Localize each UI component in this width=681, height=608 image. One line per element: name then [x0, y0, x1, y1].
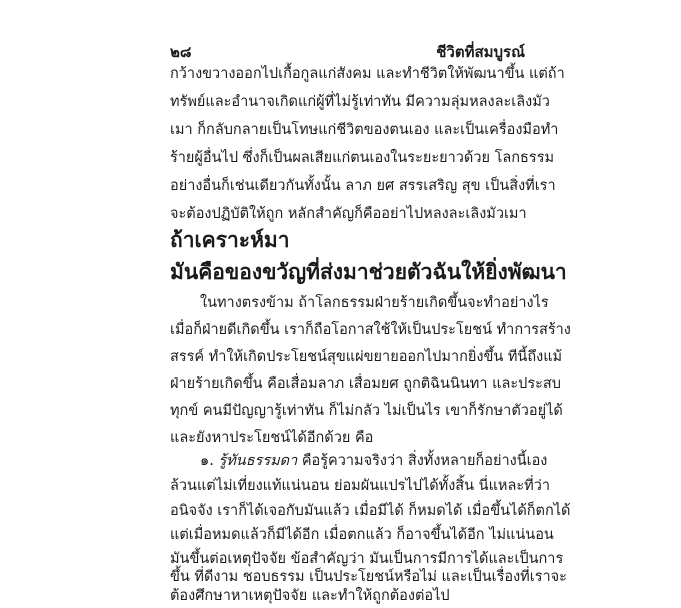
body-line: เมา ก็กลับกลายเป็นโทษแก่ชีวิตของตนเอง และเป็นเครื่องมือทำ: [170, 122, 559, 138]
body-line: สรรค์ ทำให้เกิดประโยชน์สุขแผ่ขยายออกไปมากยิ่งขึ้น ทีนี้ถึงแม้: [170, 349, 563, 365]
body-line: จะต้องปฏิบัติให้ถูก หลักสำคัญก็คืออย่าไปหลงละเลิงมัวเมา: [170, 206, 527, 222]
body-line: ทุกข์ คนมีปัญญารู้เท่าทัน ก็ไม่กลัว ไม่เป็นไร เขาก็รักษาตัวอยู่ได้: [170, 403, 563, 419]
body-line: ล้วนแต่ไม่เที่ยงแท้แน่นอน ย่อมผันแปรไปได้ทั้งสิ้น นี่แหละที่ว่า: [170, 478, 551, 494]
body-line: และยังหาประโยชน์ได้อีกด้วย คือ: [170, 430, 374, 446]
section-heading-line1: ถ้าเคราะห์มา: [170, 227, 290, 252]
body-line: อย่างอื่นก็เช่นเดียวกันทั้งนั้น ลาภ ยศ สรรเสริญ สุข เป็นสิ่งที่เรา: [170, 178, 556, 194]
section-heading-line2: มันคือของขวัญที่ส่งมาช่วยตัวฉันให้ยิ่งพัฒนา: [170, 259, 567, 284]
body-line: เมื่อก็ฝ่ายดีเกิดขึ้น เราก็ถือโอกาสใช้ให้เป็นประโยชน์ ทำการสร้าง: [170, 322, 571, 338]
body-line: มันขึ้นต่อเหตุปัจจัย ข้อสำคัญว่า มันเป็นการมีการได้และเป็นการ: [170, 551, 564, 567]
body-line: ฝ่ายร้ายเกิดขึ้น คือเสื่อมลาภ เสื่อมยศ ถูกติฉินนินทา และประสบ: [170, 376, 561, 392]
body-line: ต้องศึกษาหาเหตุปัจจัย และทำให้ถูกต้องต่อไป: [170, 588, 450, 604]
page-header: [170, 40, 525, 62]
list-item-term: รู้ทันธรรมดา: [218, 453, 298, 469]
list-item-first-line: [200, 450, 548, 472]
list-item-text: คือรู้ความจริงว่า สิ่งทั้งหลายก็อย่างนี้เอง: [301, 453, 548, 469]
running-title: ชีวิตที่สมบูรณ์: [436, 43, 525, 61]
body-line: กว้างขวางออกไปเกื้อกูลแก่สังคม และทำชีวิตให้พัฒนาขึ้น แต่ถ้า: [170, 66, 565, 82]
page-number: ๒๘: [170, 43, 192, 61]
body-line: แต่เมื่อหมดแล้วก็มีได้อีก เมื่อตกแล้ว ก็อาจขึ้นได้อีก ไม่แน่นอน: [170, 527, 554, 543]
body-line: อนิจจัง เราก็ได้เจอกับมันแล้ว เมื่อมีได้ ก็หมดได้ เมื่อขึ้นได้ก็ตกได้: [170, 503, 571, 519]
body-line: ทรัพย์และอำนาจเกิดแก่ผู้ที่ไม่รู้เท่าทัน มีความลุ่มหลงละเลิงมัว: [170, 94, 550, 110]
body-line: ในทางตรงข้าม ถ้าโลกธรรมฝ่ายร้ายเกิดขึ้นจะทำอย่างไร: [200, 295, 549, 311]
list-item-number: ๑.: [200, 453, 214, 469]
body-line: ขึ้น ที่ดีงาม ชอบธรรม เป็นประโยชน์หรือไม่ และเป็นเรื่องที่เราจะ: [170, 569, 567, 585]
body-line: ร้ายผู้อื่นไป ซึ่งก็เป็นผลเสียแก่ตนเองในระยะยาวด้วย โลกธรรม: [170, 150, 555, 166]
